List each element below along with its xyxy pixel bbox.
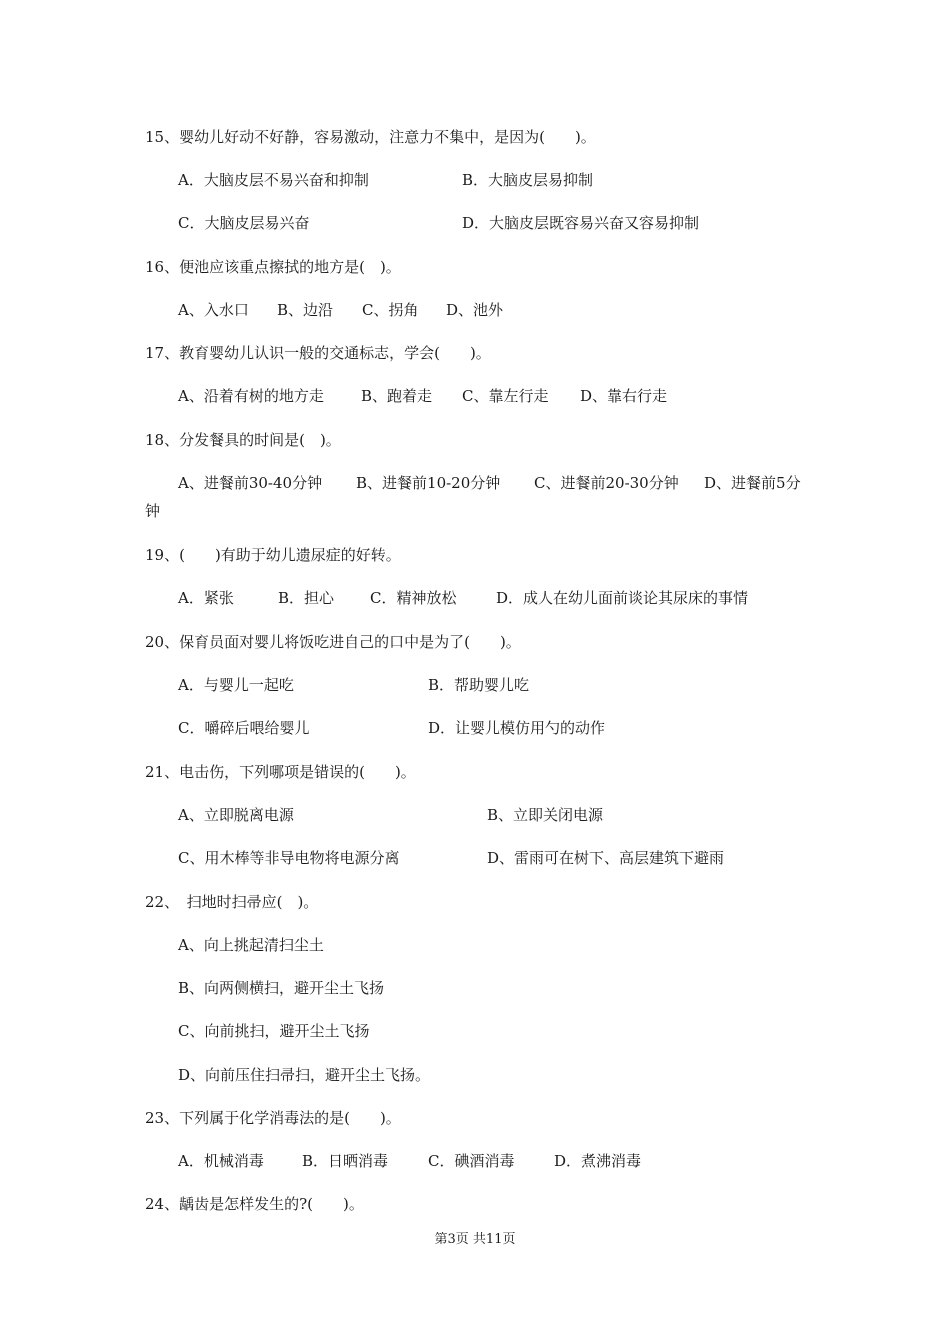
option-22-a: A、向上挑起清扫尘土 bbox=[178, 936, 324, 954]
question-23: 23、下列属于化学消毒法的是( )。 bbox=[145, 1109, 401, 1127]
option-19-d: D．成人在幼儿面前谈论其尿床的事情 bbox=[496, 589, 749, 607]
question-17: 17、教育婴幼儿认识一般的交通标志，学会( )。 bbox=[145, 344, 491, 362]
question-24: 24、龋齿是怎样发生的?( )。 bbox=[145, 1195, 364, 1213]
option-19-c: C．精神放松 bbox=[370, 589, 457, 607]
option-15-a: A．大脑皮层不易兴奋和抑制 bbox=[178, 171, 369, 189]
option-18-b: B、进餐前10-20分钟 bbox=[356, 474, 501, 492]
option-15-c: C．大脑皮层易兴奋 bbox=[178, 214, 310, 232]
option-20-c: C．嚼碎后喂给婴儿 bbox=[178, 719, 310, 737]
option-18-d-wrap: 钟 bbox=[145, 502, 161, 520]
option-23-c: C．碘酒消毒 bbox=[428, 1152, 515, 1170]
option-21-d: D、雷雨可在树下、高层建筑下避雨 bbox=[487, 849, 725, 867]
option-15-d: D．大脑皮层既容易兴奋又容易抑制 bbox=[462, 214, 700, 232]
question-15: 15、婴幼儿好动不好静，容易激动，注意力不集中，是因为( )。 bbox=[145, 128, 596, 146]
option-18-a: A、进餐前30-40分钟 bbox=[178, 474, 323, 492]
question-18: 18、分发餐具的时间是( )。 bbox=[145, 431, 341, 449]
question-21: 21、电击伤，下列哪项是错误的( )。 bbox=[145, 763, 416, 781]
option-18-c: C、进餐前20-30分钟 bbox=[534, 474, 679, 492]
option-18-d: D、进餐前5分 bbox=[704, 474, 801, 492]
option-17-d: D、靠右行走 bbox=[580, 387, 668, 405]
option-15-b: B．大脑皮层易抑制 bbox=[462, 171, 594, 189]
option-20-a: A．与婴儿一起吃 bbox=[178, 676, 294, 694]
option-16-c: C、拐角 bbox=[362, 301, 419, 319]
option-22-c: C、向前挑扫，避开尘土飞扬 bbox=[178, 1022, 370, 1040]
option-19-b: B．担心 bbox=[278, 589, 335, 607]
option-16-d: D、池外 bbox=[446, 301, 504, 319]
option-23-b: B．日晒消毒 bbox=[302, 1152, 389, 1170]
option-22-d: D、向前压住扫帚扫，避开尘土飞扬。 bbox=[178, 1066, 431, 1084]
option-17-b: B、跑着走 bbox=[361, 387, 433, 405]
option-21-a: A、立即脱离电源 bbox=[178, 806, 294, 824]
question-22: 22、 扫地时扫帚应( )。 bbox=[145, 893, 319, 911]
option-21-c: C、用木棒等非导电物将电源分离 bbox=[178, 849, 400, 867]
page-number-footer: 第3页 共11页 bbox=[434, 1232, 516, 1247]
option-19-a: A．紧张 bbox=[178, 589, 234, 607]
question-20: 20、保育员面对婴儿将饭吃进自己的口中是为了( )。 bbox=[145, 633, 521, 651]
option-22-b: B、向两侧横扫，避开尘土飞扬 bbox=[178, 979, 385, 997]
option-21-b: B、立即关闭电源 bbox=[487, 806, 604, 824]
option-17-a: A、沿着有树的地方走 bbox=[178, 387, 324, 405]
option-20-b: B．帮助婴儿吃 bbox=[428, 676, 530, 694]
question-16: 16、便池应该重点擦拭的地方是( )。 bbox=[145, 258, 401, 276]
question-19: 19、( )有助于幼儿遗尿症的好转。 bbox=[145, 546, 401, 564]
option-20-d: D．让婴儿模仿用勺的动作 bbox=[428, 719, 606, 737]
option-23-d: D．煮沸消毒 bbox=[554, 1152, 642, 1170]
option-17-c: C、靠左行走 bbox=[462, 387, 549, 405]
option-16-a: A、入水口 bbox=[178, 301, 249, 319]
option-16-b: B、边沿 bbox=[277, 301, 334, 319]
option-23-a: A．机械消毒 bbox=[178, 1152, 264, 1170]
